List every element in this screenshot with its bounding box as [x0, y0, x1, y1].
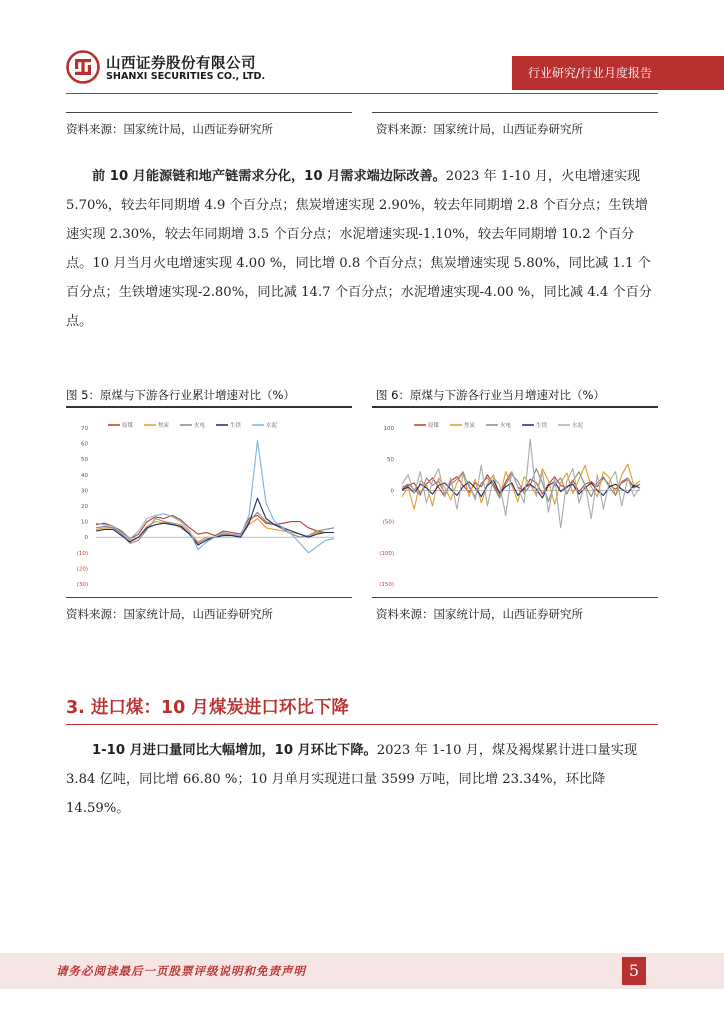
paragraph-demand-body: 2023 年 1-10 月，火电增速实现 5.70%，较去年同期增 4.9 个百分点；焦炭增速实现 2.90%，较去年同期增 2.8 个百分点；生铁增速实现 2.30%，较去年同期增 3.5 个百分点；水泥增速实现-1.10%，较去年同期增 10.2 个百分点。10 月当月火电增速实现 4.00 %，同比增 0.8 个百分点；焦炭增速实现 5.80%，同比减 1.1 个百分点；生铁增速实现-2.80%，同比减 14.7 个百分点；水泥增速实现-4.00 %，同比减 4.4 个百分点。	[66, 169, 652, 329]
fig5-ytick-3: 40	[81, 472, 88, 479]
fig5-legend-label-4: 水泥	[266, 423, 278, 429]
fig6-ytick-1: 50	[387, 457, 394, 464]
section-heading: 3. 进口煤：10 月煤炭进口环比下降	[66, 698, 349, 718]
fig6-ytick-4: (100)	[379, 550, 394, 557]
paragraph-imports-body: 2023 年 1-10 月，煤及褐煤累计进口量实现 3.84 亿吨，同比增 66.80 %；10 月单月实现进口量 3599 万吨，同比增 23.34%，环比降 14.59%。	[66, 743, 638, 816]
figure5-bottom-rule	[66, 597, 352, 598]
source-note-top-left: 资料来源：国家统计局，山西证券研究所	[66, 122, 273, 136]
fig5-legend-label-0: 原煤	[122, 423, 134, 429]
fig6-legend-label-1: 焦炭	[464, 423, 476, 429]
report-type-badge: 行业研究/行业月度报告	[512, 56, 724, 90]
footer-disclaimer: 请务必阅读最后一页股票评级说明和免责声明	[56, 964, 306, 978]
figure6-title: 图 6：原煤与下游各行业当月增速对比（%）	[376, 388, 605, 402]
fig6-legend-label-3: 生铁	[536, 423, 548, 429]
fig5-ytick-9: (20)	[76, 566, 88, 573]
source-rule-top-left	[66, 112, 352, 113]
paragraph-demand	[66, 162, 660, 336]
source-note-bottom-left: 资料来源：国家统计局，山西证券研究所	[66, 607, 273, 621]
fig5-legend-label-3: 生铁	[230, 423, 242, 429]
source-rule-top-right	[372, 112, 658, 113]
fig5-ytick-8: (10)	[76, 550, 88, 557]
section-divider	[66, 724, 658, 725]
fig5-ytick-2: 50	[81, 457, 88, 464]
figure6-bottom-rule	[372, 597, 658, 598]
paragraph-imports-lead: 1-10 月进口量同比大幅增加，10 月环比下降。	[92, 743, 377, 758]
fig5-legend-label-1: 焦炭	[158, 423, 170, 429]
fig6-ytick-2: 0	[390, 488, 394, 495]
source-note-top-right: 资料来源：国家统计局，山西证券研究所	[376, 122, 583, 136]
fig5-ytick-1: 60	[81, 441, 88, 448]
fig5-ytick-10: (30)	[76, 582, 88, 588]
fig5-ytick-4: 30	[81, 488, 88, 495]
paragraph-demand-lead: 前 10 月能源链和地产链需求分化，10 月需求端边际改善。	[92, 169, 446, 184]
fig5-ytick-5: 20	[81, 504, 88, 510]
fig6-ytick-3: (50)	[382, 519, 394, 526]
fig5-series-0	[96, 515, 334, 538]
fig5-ytick-0: 70	[81, 426, 88, 432]
header-divider	[66, 93, 658, 94]
fig6-legend-label-4: 水泥	[572, 423, 584, 429]
figure5-title: 图 5：原煤与下游各行业累计增速对比（%）	[66, 388, 295, 402]
fig6-legend-label-0: 原煤	[428, 423, 440, 429]
figure6-top-rule	[372, 406, 658, 408]
page-number: 5	[622, 957, 646, 985]
company-name-cn: 山西证券股份有限公司	[106, 56, 256, 72]
figure5-chart	[66, 414, 352, 592]
fig5-legend-label-2: 火电	[194, 423, 206, 429]
fig6-legend-label-2: 火电	[500, 423, 512, 429]
fig6-ytick-0: 100	[383, 426, 394, 432]
paragraph-imports	[66, 736, 660, 823]
company-name-en: SHANXI SECURITIES CO., LTD.	[106, 71, 266, 82]
figure6-chart	[372, 414, 658, 592]
fig5-series-2	[96, 512, 334, 543]
figure5-top-rule	[66, 406, 352, 408]
fig5-ytick-7: 0	[84, 535, 88, 542]
source-note-bottom-right: 资料来源：国家统计局，山西证券研究所	[376, 607, 583, 621]
fig6-ytick-5: (150)	[379, 582, 394, 588]
fig5-ytick-6: 10	[81, 519, 88, 526]
company-logo-icon	[66, 50, 100, 84]
